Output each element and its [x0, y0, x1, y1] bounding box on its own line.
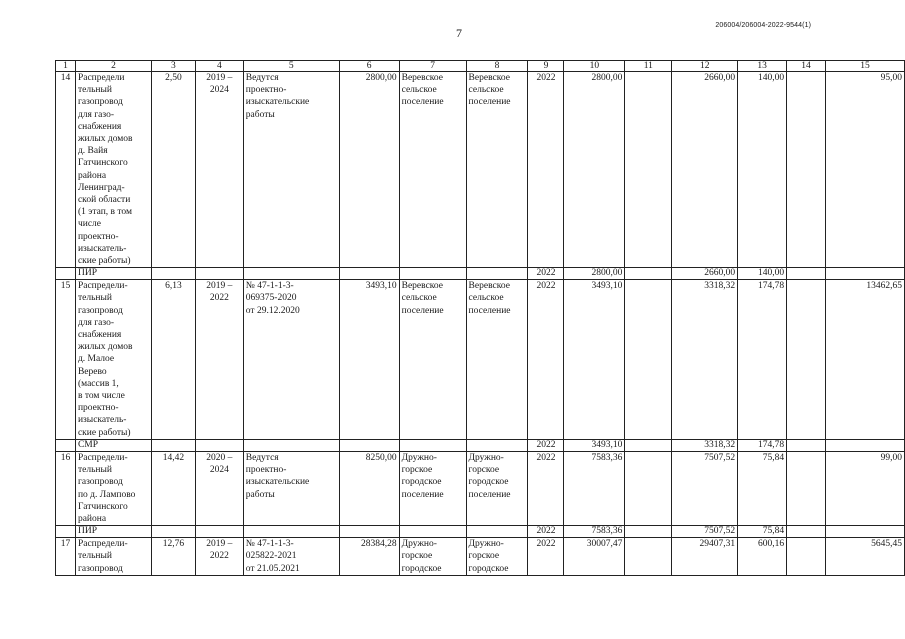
local-budget-cell: [738, 439, 787, 451]
year-cell-text: 2022: [536, 452, 556, 463]
empty-cell: [339, 439, 399, 451]
period-cell: [195, 538, 243, 576]
document-cell-line: № 47-1-1-3-: [245, 539, 294, 550]
regional-budget-cell: [672, 268, 738, 280]
work-type-cell-text: СМР: [77, 439, 99, 450]
municipality-cell: [399, 280, 466, 440]
local-budget-cell: [738, 538, 787, 576]
document-id: 206004/206004-2022-9544(1): [715, 22, 811, 29]
year-cell: [528, 538, 564, 576]
column-number-cell: [399, 61, 466, 72]
empty-cell: [151, 268, 195, 280]
year-cell-text: 2022: [536, 281, 556, 292]
table-row: [56, 72, 905, 268]
document-cell: [243, 72, 339, 268]
col11-cell: [625, 451, 672, 525]
year-cell-text: 2022: [536, 539, 556, 550]
object-name-cell: [75, 280, 151, 440]
local-budget-cell: [738, 526, 787, 538]
municipality-cell-line: городское: [401, 477, 442, 488]
empty-cell: [787, 526, 826, 538]
document-cell-line: от 21.05.2021: [245, 563, 300, 574]
document-cell-line: № 47-1-1-3-: [245, 281, 294, 292]
empty-cell: [826, 439, 905, 451]
col15-cell-text: 99,00: [880, 452, 902, 463]
local-budget-cell-text: 174,78: [757, 281, 785, 292]
period-cell-line: 2019 –: [206, 539, 233, 550]
total-cell: [564, 526, 625, 538]
row-number-cell: [56, 538, 76, 576]
object-name-cell: [75, 538, 151, 576]
regional-budget-cell: [672, 526, 738, 538]
regional-budget-cell: [672, 72, 738, 268]
empty-cell: [243, 268, 339, 280]
period-cell: [195, 280, 243, 440]
municipality-cell-line: поселение: [401, 97, 444, 108]
local-budget-cell-text: 140,00: [757, 268, 785, 279]
column-number-cell: [56, 61, 76, 72]
column-number-cell: [787, 61, 826, 72]
customer-cell-line: Дружно-: [468, 539, 504, 550]
customer-cell-line: сельское: [468, 85, 504, 96]
column-number-cell-text: 2: [111, 61, 116, 71]
period-cell: [195, 72, 243, 268]
length-cell: [151, 72, 195, 268]
column-number-cell-text: 14: [801, 61, 811, 71]
regional-budget-cell-text: 2660,00: [704, 268, 736, 279]
empty-cell: [195, 268, 243, 280]
column-number-cell-text: 1: [63, 61, 68, 71]
table-subrow: [56, 526, 905, 538]
customer-cell-line: Веревское: [468, 281, 510, 292]
length-cell: [151, 451, 195, 525]
empty-cell: [466, 439, 528, 451]
work-type-cell: [75, 439, 151, 451]
empty-cell: [466, 268, 528, 280]
col15-cell: [826, 72, 905, 268]
customer-cell-line: горское: [468, 465, 500, 476]
object-name-cell-line: по д. Лампово: [77, 489, 136, 500]
municipality-cell-line: поселение: [401, 489, 444, 500]
empty-cell: [243, 526, 339, 538]
cost-cell: [339, 280, 399, 440]
column-number-cell: [738, 61, 787, 72]
cost-cell: [339, 72, 399, 268]
document-cell-line: 025822-2021: [245, 551, 297, 562]
table-row: [56, 538, 905, 576]
row-number-cell-text: 16: [60, 452, 71, 463]
document-cell-line: работы: [245, 489, 275, 500]
work-type-cell: [75, 268, 151, 280]
column-number-cell-text: 9: [543, 61, 549, 71]
regional-budget-cell-text: 29407,31: [699, 539, 736, 550]
col15-cell: [826, 280, 905, 440]
document-cell-line: изыскательские: [245, 477, 310, 488]
column-number-cell-text: 10: [589, 61, 600, 71]
year-cell-text: 2022: [536, 268, 556, 279]
length-cell-text: 14,42: [162, 452, 185, 463]
year-cell: [528, 526, 564, 538]
customer-cell-line: Дружно-: [468, 452, 504, 463]
regional-budget-cell-text: 7507,52: [704, 452, 736, 463]
object-name-cell-line: ские работы): [77, 256, 131, 267]
total-cell-text: 3493,10: [591, 439, 623, 450]
object-name-cell-line: снабжения: [77, 121, 122, 132]
column-number-cell-text: 3: [171, 61, 176, 71]
municipality-cell: [399, 538, 466, 576]
cost-cell: [339, 538, 399, 576]
customer-cell: [466, 538, 528, 576]
column-number-cell-text: 15: [860, 61, 870, 71]
document-cell-line: Ведутся: [245, 73, 279, 83]
investment-table: [55, 60, 905, 576]
empty-cell: [151, 526, 195, 538]
object-name-cell-line: д. Малое: [77, 354, 115, 365]
municipality-cell-line: сельское: [401, 293, 437, 304]
cost-cell: [339, 451, 399, 525]
col15-cell-text: 5645,45: [871, 539, 902, 550]
customer-cell: [466, 280, 528, 440]
object-name-cell-line: тельный: [77, 465, 112, 476]
object-name-cell-line: Гатчинского: [77, 501, 128, 512]
document-cell-line: от 29.12.2020: [245, 305, 300, 316]
column-number-cell: [625, 61, 672, 72]
local-budget-cell: [738, 451, 787, 525]
col11-cell: [625, 538, 672, 576]
document-cell-line: работы: [245, 109, 275, 120]
col14-cell: [787, 72, 826, 268]
year-cell: [528, 439, 564, 451]
total-cell-text: 7583,36: [591, 452, 623, 463]
customer-cell-line: поселение: [468, 97, 511, 108]
municipality-cell-line: сельское: [401, 85, 437, 96]
empty-cell: [195, 526, 243, 538]
length-cell-text: 12,76: [162, 539, 185, 550]
object-name-cell-line: тельный: [77, 85, 112, 96]
empty-cell: [399, 526, 466, 538]
length-cell-text: 6,13: [165, 281, 182, 292]
document-cell-line: изыскательские: [245, 97, 310, 108]
empty-cell: [195, 439, 243, 451]
customer-cell-line: горское: [468, 551, 500, 562]
col15-cell-text: 13462,65: [866, 281, 902, 292]
year-cell-text: 2022: [536, 73, 556, 83]
year-cell: [528, 451, 564, 525]
object-name-cell-line: изыскатель-: [77, 243, 127, 254]
regional-budget-cell-text: 3318,32: [704, 281, 736, 292]
document-cell-line: проектно-: [245, 465, 287, 476]
object-name-cell-line: проектно-: [77, 231, 119, 242]
document-cell: [243, 451, 339, 525]
empty-cell: [826, 268, 905, 280]
row-number-cell: [56, 280, 76, 440]
col11-cell: [625, 280, 672, 440]
regional-budget-cell-text: 3318,32: [704, 439, 736, 450]
column-number-cell-text: 13: [757, 61, 767, 71]
col15-cell: [826, 451, 905, 525]
period-cell: [195, 451, 243, 525]
regional-budget-cell-text: 7507,52: [704, 526, 736, 537]
object-name-cell-line: газопровод: [77, 477, 123, 488]
column-number-cell-text: 8: [494, 61, 500, 71]
object-name-cell-line: газопровод: [77, 97, 123, 108]
object-name-cell-line: района: [77, 170, 107, 181]
work-type-cell: [75, 526, 151, 538]
regional-budget-cell-text: 2660,00: [704, 73, 736, 83]
year-cell-text: 2022: [536, 439, 556, 450]
total-cell-text: 3493,10: [591, 281, 623, 292]
table-subrow: [56, 268, 905, 280]
total-cell: [564, 268, 625, 280]
object-name-cell-line: Гатчинского: [77, 158, 128, 169]
empty-cell: [625, 268, 672, 280]
customer-cell: [466, 72, 528, 268]
empty-cell: [339, 268, 399, 280]
object-name-cell-line: жилых домов: [77, 342, 133, 353]
col15-cell: [826, 538, 905, 576]
object-name-cell: [75, 451, 151, 525]
regional-budget-cell: [672, 439, 738, 451]
municipality-cell-line: городское: [401, 563, 442, 574]
total-cell: [564, 72, 625, 268]
object-name-cell-line: для газо-: [77, 109, 115, 120]
document-cell-line: 069375-2020: [245, 293, 297, 304]
work-type-cell-text: ПИР: [77, 526, 97, 537]
total-cell: [564, 280, 625, 440]
object-name-cell-line: жилых домов: [77, 134, 133, 145]
customer-cell-line: Веревское: [468, 73, 510, 83]
object-name-cell-line: Распредели-: [77, 281, 128, 292]
column-number-cell: [466, 61, 528, 72]
cost-cell-text: 2800,00: [365, 73, 397, 83]
local-budget-cell-text: 75,84: [762, 452, 785, 463]
empty-cell: [56, 439, 76, 451]
customer-cell-line: поселение: [468, 489, 511, 500]
object-name-cell-line: Ленинград-: [77, 182, 125, 193]
year-cell: [528, 268, 564, 280]
document-cell: [243, 538, 339, 576]
object-name-cell-line: в том числе: [77, 391, 125, 402]
total-cell: [564, 451, 625, 525]
regional-budget-cell: [672, 538, 738, 576]
local-budget-cell: [738, 280, 787, 440]
total-cell-text: 2800,00: [591, 73, 623, 83]
municipality-cell-line: поселение: [401, 305, 444, 316]
object-name-cell-line: изыскатель-: [77, 415, 127, 426]
column-number-row: [56, 61, 905, 72]
column-number-cell: [195, 61, 243, 72]
period-cell-line: 2022: [209, 551, 229, 562]
municipality-cell: [399, 451, 466, 525]
object-name-cell-line: проектно-: [77, 403, 119, 414]
object-name-cell-line: газопровод: [77, 563, 123, 574]
object-name-cell-line: ской области: [77, 195, 131, 206]
customer-cell-line: городское: [468, 563, 509, 574]
table-row: [56, 451, 905, 525]
cost-cell-text: 28384,28: [361, 539, 397, 550]
year-cell-text: 2022: [536, 526, 556, 537]
column-number-cell: [243, 61, 339, 72]
period-cell-line: 2024: [209, 85, 229, 96]
document-cell-line: проектно-: [245, 85, 287, 96]
municipality-cell-line: Веревское: [401, 73, 444, 83]
object-name-cell-line: Распредели-: [77, 539, 128, 550]
column-number-cell: [564, 61, 625, 72]
municipality-cell-line: горское: [401, 465, 433, 476]
empty-cell: [787, 268, 826, 280]
period-cell-line: 2019 –: [206, 281, 233, 292]
period-cell-line: 2020 –: [206, 452, 233, 463]
local-budget-cell: [738, 72, 787, 268]
empty-cell: [787, 439, 826, 451]
object-name-cell-line: района: [77, 513, 107, 524]
empty-cell: [151, 439, 195, 451]
customer-cell: [466, 451, 528, 525]
total-cell-text: 30007,47: [586, 539, 623, 550]
customer-cell-line: поселение: [468, 305, 511, 316]
object-name-cell-line: Верево: [77, 366, 107, 377]
customer-cell-line: городское: [468, 477, 509, 488]
total-cell-text: 2800,00: [591, 268, 623, 279]
object-name-cell-line: Распредели: [77, 73, 125, 83]
length-cell: [151, 280, 195, 440]
empty-cell: [625, 526, 672, 538]
col15-cell-text: 95,00: [880, 73, 902, 83]
object-name-cell-line: д. Вайя: [77, 146, 108, 157]
period-cell-line: 2022: [209, 293, 229, 304]
column-number-cell: [339, 61, 399, 72]
municipality-cell: [399, 72, 466, 268]
local-budget-cell-text: 75,84: [762, 526, 785, 537]
object-name-cell-line: числе: [77, 219, 102, 230]
empty-cell: [399, 268, 466, 280]
local-budget-cell-text: 174,78: [757, 439, 785, 450]
col14-cell: [787, 538, 826, 576]
object-name-cell-line: ские работы): [77, 427, 131, 438]
length-cell-text: 2,50: [165, 73, 182, 83]
total-cell: [564, 538, 625, 576]
row-number-cell-text: 14: [60, 73, 71, 83]
column-number-cell-text: 5: [288, 61, 294, 71]
object-name-cell-line: снабжения: [77, 330, 122, 341]
column-number-cell-text: 7: [430, 61, 435, 71]
row-number-cell-text: 15: [60, 281, 71, 292]
table-row: [56, 280, 905, 440]
column-number-cell-text: 6: [366, 61, 372, 71]
column-number-cell-text: 12: [699, 61, 710, 71]
local-budget-cell: [738, 268, 787, 280]
row-number-cell: [56, 72, 76, 268]
total-cell: [564, 439, 625, 451]
empty-cell: [466, 526, 528, 538]
period-cell-line: 2019 –: [206, 73, 233, 83]
municipality-cell-line: Дружно-: [401, 452, 437, 463]
municipality-cell-line: горское: [401, 551, 433, 562]
object-name-cell-line: для газо-: [77, 317, 115, 328]
object-name-cell-line: тельный: [77, 551, 112, 562]
municipality-cell-line: Веревское: [401, 281, 444, 292]
object-name-cell-line: (массив 1,: [77, 378, 119, 389]
year-cell: [528, 280, 564, 440]
customer-cell-line: сельское: [468, 293, 504, 304]
cost-cell-text: 8250,00: [365, 452, 397, 463]
period-cell-line: 2024: [209, 465, 229, 476]
column-number-cell: [75, 61, 151, 72]
row-number-cell: [56, 451, 76, 525]
table-subrow: [56, 439, 905, 451]
document-cell-line: Ведутся: [245, 452, 279, 463]
object-name-cell-line: газопровод: [77, 305, 123, 316]
empty-cell: [826, 526, 905, 538]
empty-cell: [339, 526, 399, 538]
column-number-cell: [826, 61, 905, 72]
document-cell: [243, 280, 339, 440]
cost-cell-text: 3493,10: [365, 281, 397, 292]
regional-budget-cell: [672, 280, 738, 440]
regional-budget-cell: [672, 451, 738, 525]
local-budget-cell-text: 140,00: [757, 73, 785, 83]
empty-cell: [243, 439, 339, 451]
col11-cell: [625, 72, 672, 268]
object-name-cell-line: (1 этап, в том: [77, 207, 132, 218]
empty-cell: [625, 439, 672, 451]
col14-cell: [787, 280, 826, 440]
empty-cell: [56, 268, 76, 280]
column-number-cell: [672, 61, 738, 72]
length-cell: [151, 538, 195, 576]
column-number-cell: [151, 61, 195, 72]
object-name-cell: [75, 72, 151, 268]
empty-cell: [399, 439, 466, 451]
empty-cell: [56, 526, 76, 538]
object-name-cell-line: тельный: [77, 293, 112, 304]
row-number-cell-text: 17: [60, 539, 71, 550]
municipality-cell-line: Дружно-: [401, 539, 437, 550]
year-cell: [528, 72, 564, 268]
work-type-cell-text: ПИР: [77, 268, 97, 279]
local-budget-cell-text: 600,16: [757, 539, 785, 550]
object-name-cell-line: Распредели-: [77, 452, 128, 463]
column-number-cell-text: 4: [216, 61, 222, 71]
column-number-cell-text: 11: [643, 61, 653, 71]
total-cell-text: 7583,36: [591, 526, 623, 537]
page-number: 7: [456, 26, 462, 40]
column-number-cell: [528, 61, 564, 72]
col14-cell: [787, 451, 826, 525]
